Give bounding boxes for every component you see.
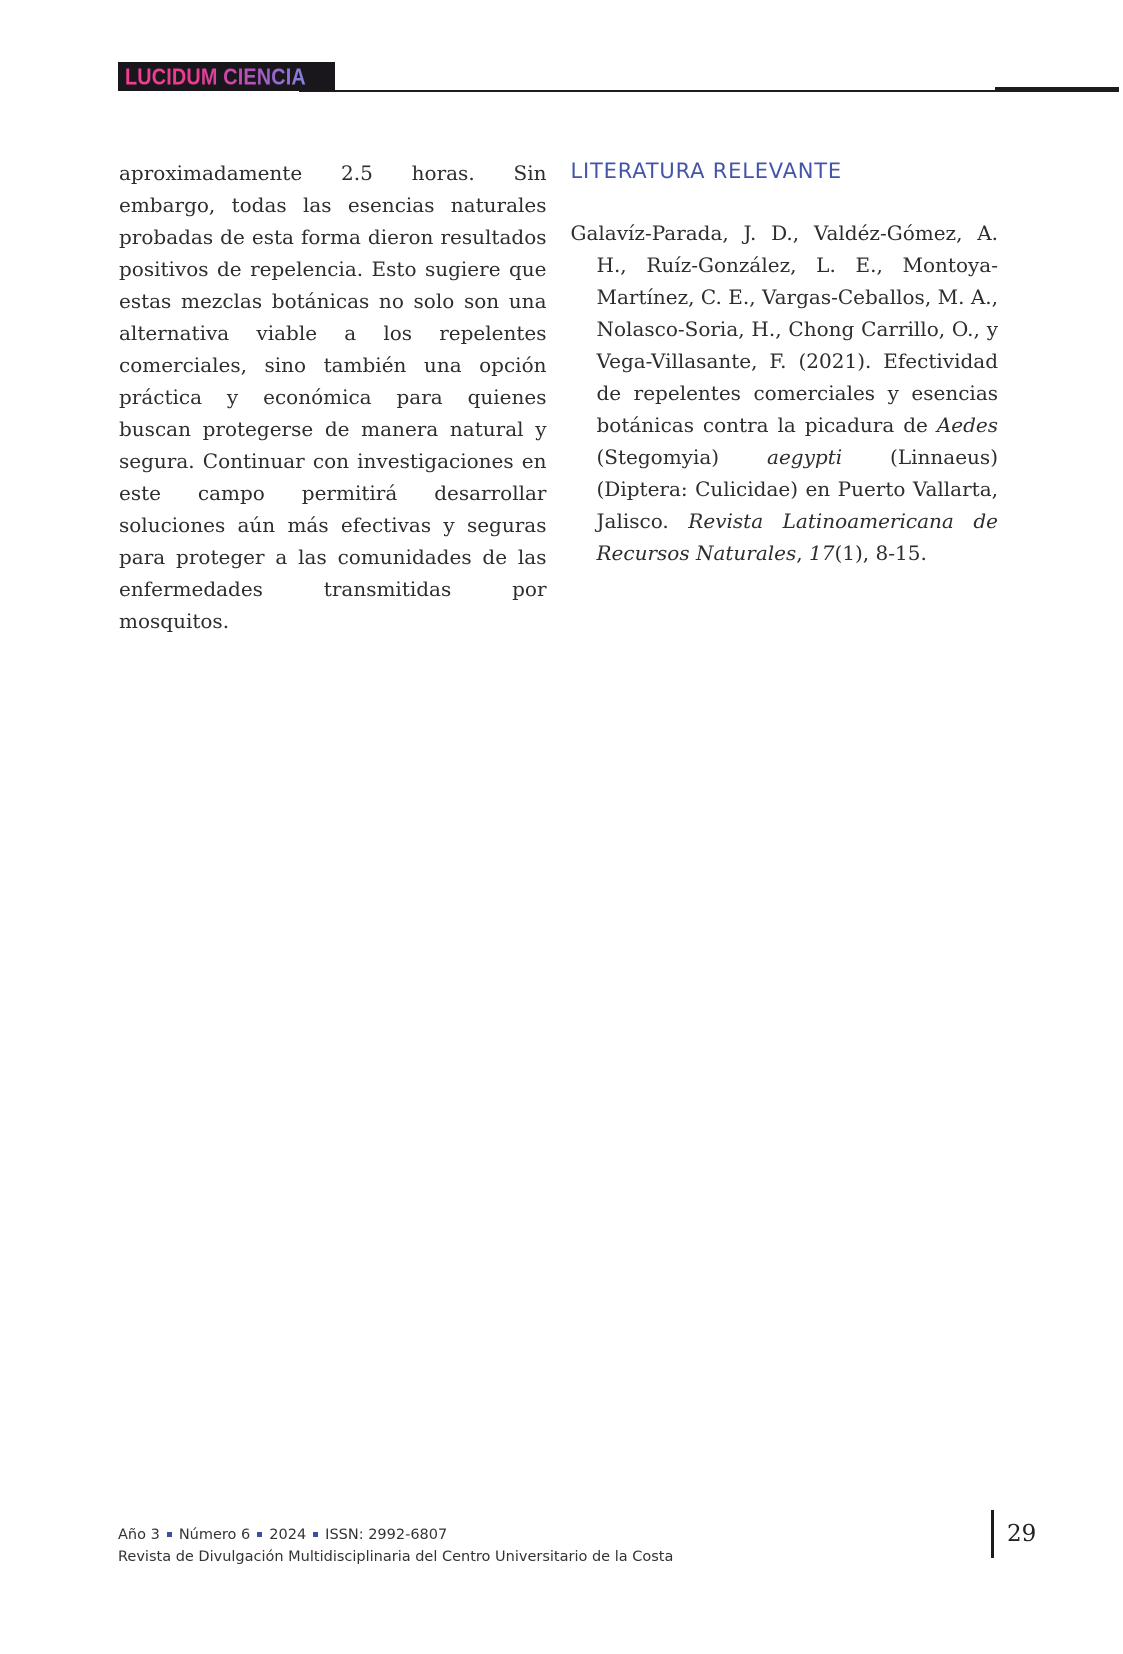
conclusion-paragraph: aproximadamente 2.5 horas. Sin embargo, todas las esencias naturales probadas de esta forma dieron resultados positivos de repelencia. Esto sugiere que estas mezclas botánicas no solo son una alternativa viable a los repelentes comerciales, sino también una opción práctica y económica para quienes buscan protegerse de manera natural y segura. Continuar con investigaciones en este campo permitirá desarrollar soluciones aún más efectivas y seguras para proteger a las comunidades de las enfermedades transmitidas por mosquitos.: [119, 161, 547, 633]
journal-name: Revista de Divulgación Multidisciplinaria del Centro Universitario de la Costa: [118, 1549, 674, 1565]
page-footer-info: [118, 1524, 673, 1568]
square-bullet-icon: [257, 1532, 262, 1537]
reference-italic-genus: Aedes: [936, 413, 998, 437]
issue-info: [118, 1524, 673, 1546]
reference-text: (Linnaeus) (Diptera: Culicidae) en Puerto Vallarta, Jalisco.: [596, 445, 999, 533]
issue-year: Año 3: [118, 1527, 160, 1543]
section-heading: LITERATURA RELEVANTE: [570, 159, 842, 183]
header-rule-thin: [299, 90, 996, 92]
page-number: 29: [1007, 1521, 1037, 1547]
reference-italic-journal: Revista Latinoamericana de Recursos Naturales: [596, 509, 999, 565]
left-column: [119, 157, 547, 637]
reference-text: ,: [796, 541, 810, 565]
square-bullet-icon: [313, 1532, 318, 1537]
journal-logo: [118, 62, 335, 91]
reference-entry: [571, 217, 999, 569]
header-rule-thick: [995, 87, 1119, 92]
square-bullet-icon: [167, 1532, 172, 1537]
journal-logo-text: LUCIDUM CIENCIA: [125, 62, 306, 90]
right-column: [571, 157, 999, 637]
page-number-divider: [991, 1510, 994, 1558]
reference-text: Galavíz-Parada, J. D., Valdéz-Gómez, A. H., Ruíz-González, L. E., Montoya-Martínez, C. E., Vargas-Ceballos, M. A., Nolasco-Soria, H., Chong Carrillo, O., y Vega-Villasante, F. (2021). Efectividad de repelentes comerciales y esencias botánicas contra la picadura de: [570, 221, 998, 437]
reference-text: (1), 8-15.: [834, 541, 927, 565]
issue-date: 2024: [269, 1527, 307, 1543]
issue-number: Número 6: [178, 1527, 251, 1543]
reference-italic-species: aegypti: [767, 445, 843, 469]
reference-italic-volume: 17: [809, 541, 835, 565]
page-number-block: [991, 1510, 1036, 1558]
article-body: [119, 157, 998, 637]
issue-issn: ISSN: 2992-6807: [325, 1527, 448, 1543]
reference-text: (Stegomyia): [596, 445, 768, 469]
